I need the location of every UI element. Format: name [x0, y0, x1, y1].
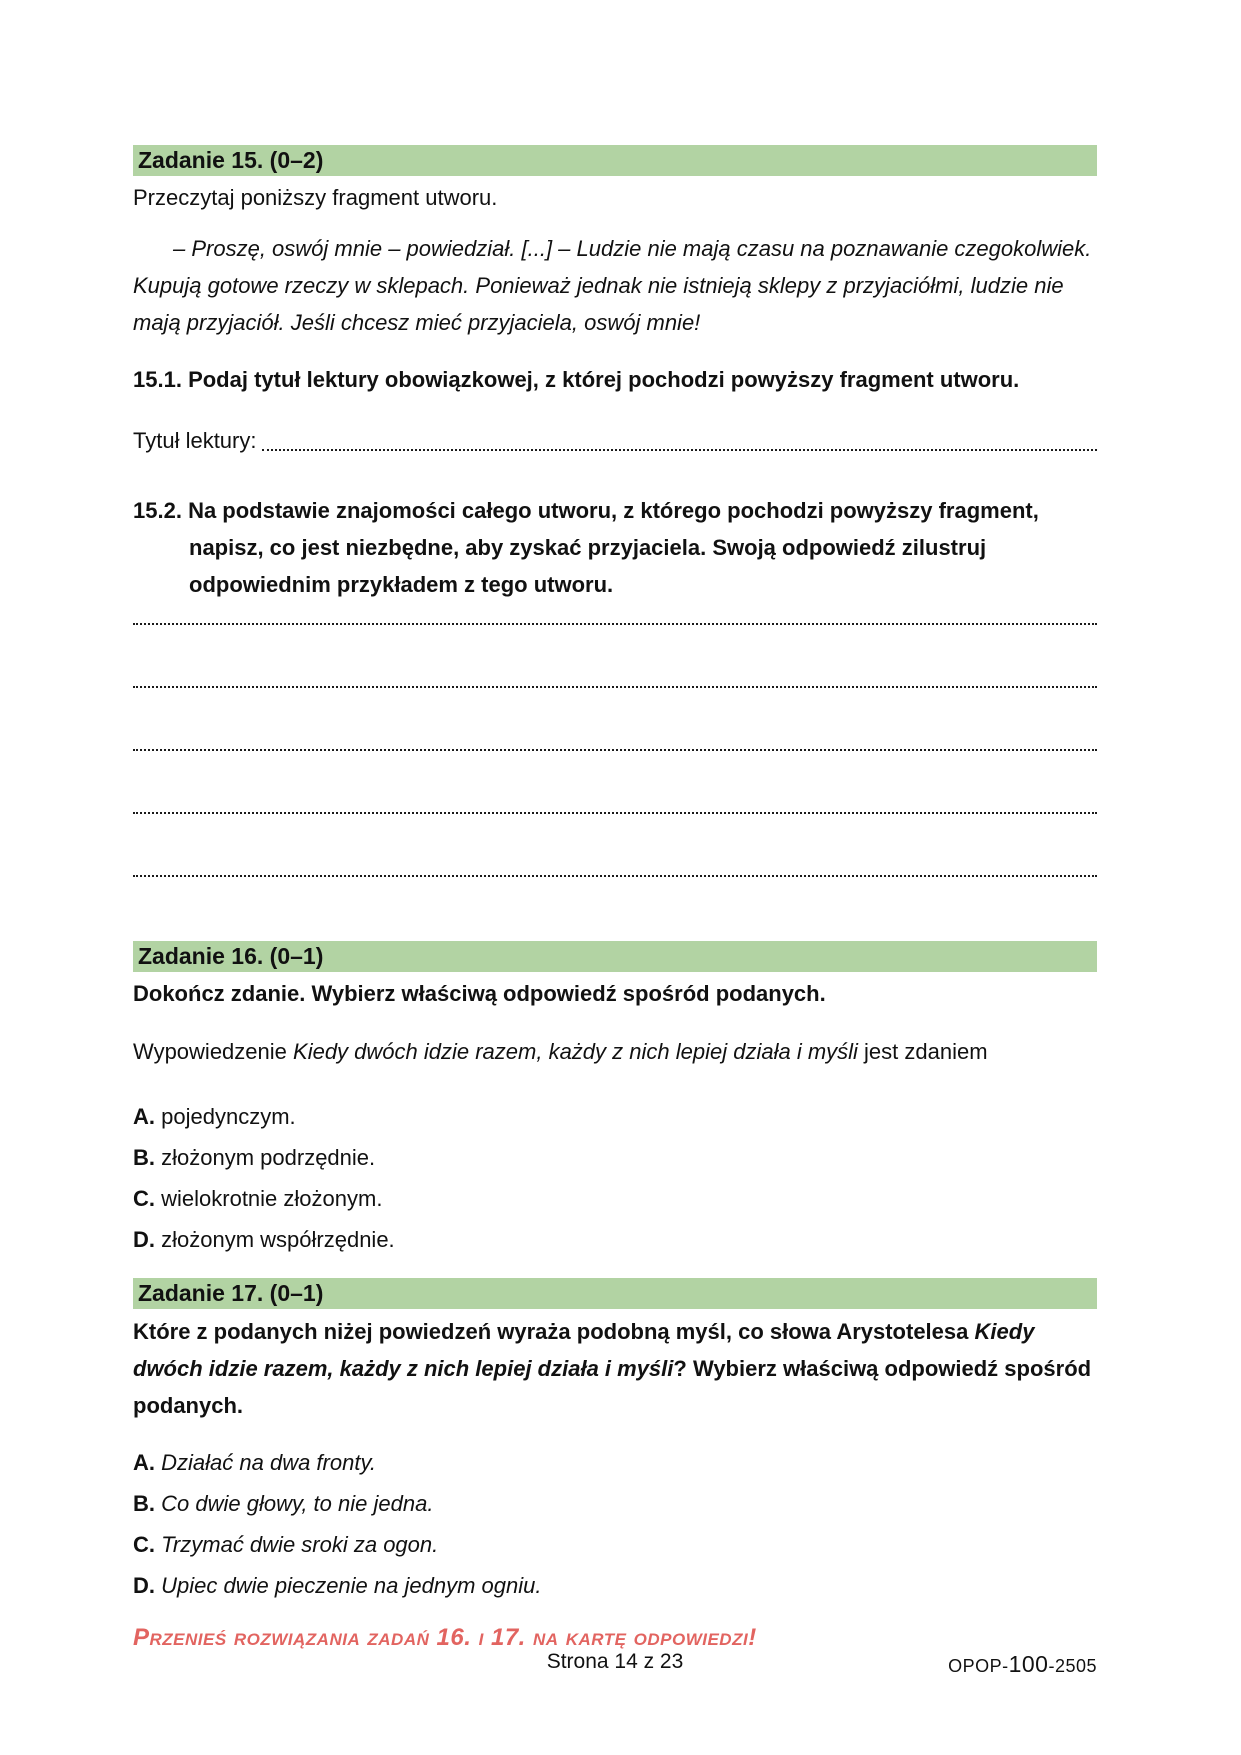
sentence-prefix: Wypowiedzenie	[133, 1039, 287, 1064]
task-17-options	[133, 1442, 1097, 1606]
task-16-title: Zadanie 16. (0–1)	[138, 943, 324, 969]
document-code-suffix: -2505	[1048, 1656, 1097, 1676]
answer-line-2	[133, 625, 1097, 688]
answer-line-4	[133, 751, 1097, 814]
transfer-instruction: Przenieś rozwiązania zadań 16. i 17. na kartę odpowiedzi!	[133, 1624, 757, 1651]
option-d	[133, 1565, 1097, 1606]
answer-lines-15-2	[133, 603, 1097, 877]
option-a-text: Działać na dwa fronty.	[161, 1450, 376, 1475]
answer-line-5	[133, 814, 1097, 877]
question-15-2-text: Na podstawie znajomości całego utworu, z którego pochodzi powyższy fragment, napisz, co jest niezbędne, aby zyskać przyjaciela. Swoją odpowiedź zilustruj odpowiednim przykładem z tego utworu.	[188, 498, 1039, 597]
task-15	[133, 145, 1097, 877]
option-b-text: złożonym podrzędnie.	[161, 1145, 376, 1170]
option-c-letter: C.	[133, 1186, 155, 1211]
question-15-1	[133, 361, 1097, 398]
option-c	[133, 1178, 1097, 1219]
task-16-instruction: Dokończ zdanie. Wybierz właściwą odpowiedź spośród podanych.	[133, 981, 826, 1006]
task-17-header	[133, 1278, 1097, 1309]
answer-blank-title-row	[133, 426, 1097, 456]
page-number: Strona 14 z 23	[546, 1650, 684, 1673]
task-17-title: Zadanie 17. (0–1)	[138, 1280, 324, 1306]
task-16	[133, 941, 1097, 1260]
option-a-letter: A.	[133, 1104, 155, 1129]
option-b-letter: B.	[133, 1491, 155, 1516]
question-17-part1: Które z podanych niżej powiedzeń wyraża podobną myśl, co słowa Arystotelesa	[133, 1319, 969, 1344]
option-c-letter: C.	[133, 1532, 155, 1557]
option-d-letter: D.	[133, 1227, 155, 1252]
answer-line-3	[133, 688, 1097, 751]
task-16-header	[133, 941, 1097, 972]
option-c-text: Trzymać dwie sroki za ogon.	[161, 1532, 439, 1557]
page-content	[133, 0, 1097, 1652]
task-15-title: Zadanie 15. (0–2)	[138, 147, 324, 173]
question-15-1-text: Podaj tytuł lektury obowiązkowej, z której pochodzi powyższy fragment utworu.	[188, 367, 1020, 392]
option-d-text: Upiec dwie pieczenie na jednym ogniu.	[161, 1573, 542, 1598]
document-code-prefix: OPOP-	[948, 1656, 1009, 1676]
option-b-letter: B.	[133, 1145, 155, 1170]
question-15-2-label: 15.2.	[133, 498, 182, 523]
option-b	[133, 1483, 1097, 1524]
question-17-part2: ? Wybierz właściwą odpowiedź spośród podanych.	[133, 1356, 1092, 1418]
option-c	[133, 1524, 1097, 1565]
task-15-header	[133, 145, 1097, 176]
task-15-quote: – Proszę, oswój mnie – powiedział. [...] – Ludzie nie mają czasu na poznawanie czegokolwiek. Kupują gotowe rzeczy w sklepach. Ponieważ jednak nie istnieją sklepy z przyjaciółmi, ludzie nie mają przyjaciół. Jeśli chcesz mieć przyjaciela, oswój mnie!	[133, 236, 1092, 335]
option-c-text: wielokrotnie złożonym.	[161, 1186, 383, 1211]
option-b	[133, 1137, 1097, 1178]
option-a-letter: A.	[133, 1450, 155, 1475]
task-17	[133, 1278, 1097, 1606]
task-17-question	[133, 1313, 1097, 1424]
option-d-text: złożonym współrzędnie.	[161, 1227, 395, 1252]
option-a-text: pojedynczym.	[161, 1104, 296, 1129]
question-15-2	[133, 492, 1097, 603]
dotted-answer-leader	[262, 449, 1097, 451]
option-b-text: Co dwie głowy, to nie jedna.	[161, 1491, 434, 1516]
document-code	[948, 1651, 1097, 1678]
question-17-quotation: Kiedy dwóch idzie razem, każdy z nich lepiej działa i myśli	[133, 1319, 1035, 1381]
option-d	[133, 1219, 1097, 1260]
task-16-sentence	[133, 1038, 1097, 1066]
task-16-options	[133, 1096, 1097, 1260]
document-code-mid: 100	[1008, 1651, 1049, 1677]
page-footer	[133, 1650, 1097, 1677]
sentence-quotation: Kiedy dwóch idzie razem, każdy z nich lepiej działa i myśli	[293, 1039, 858, 1064]
answer-blank-label: Tytuł lektury:	[133, 428, 257, 453]
option-a	[133, 1096, 1097, 1137]
task-15-intro: Przeczytaj poniższy fragment utworu.	[133, 185, 498, 210]
option-d-letter: D.	[133, 1573, 155, 1598]
question-15-1-label: 15.1.	[133, 367, 182, 392]
answer-line-1	[133, 603, 1097, 625]
sentence-suffix: jest zdaniem	[864, 1039, 988, 1064]
option-a	[133, 1442, 1097, 1483]
